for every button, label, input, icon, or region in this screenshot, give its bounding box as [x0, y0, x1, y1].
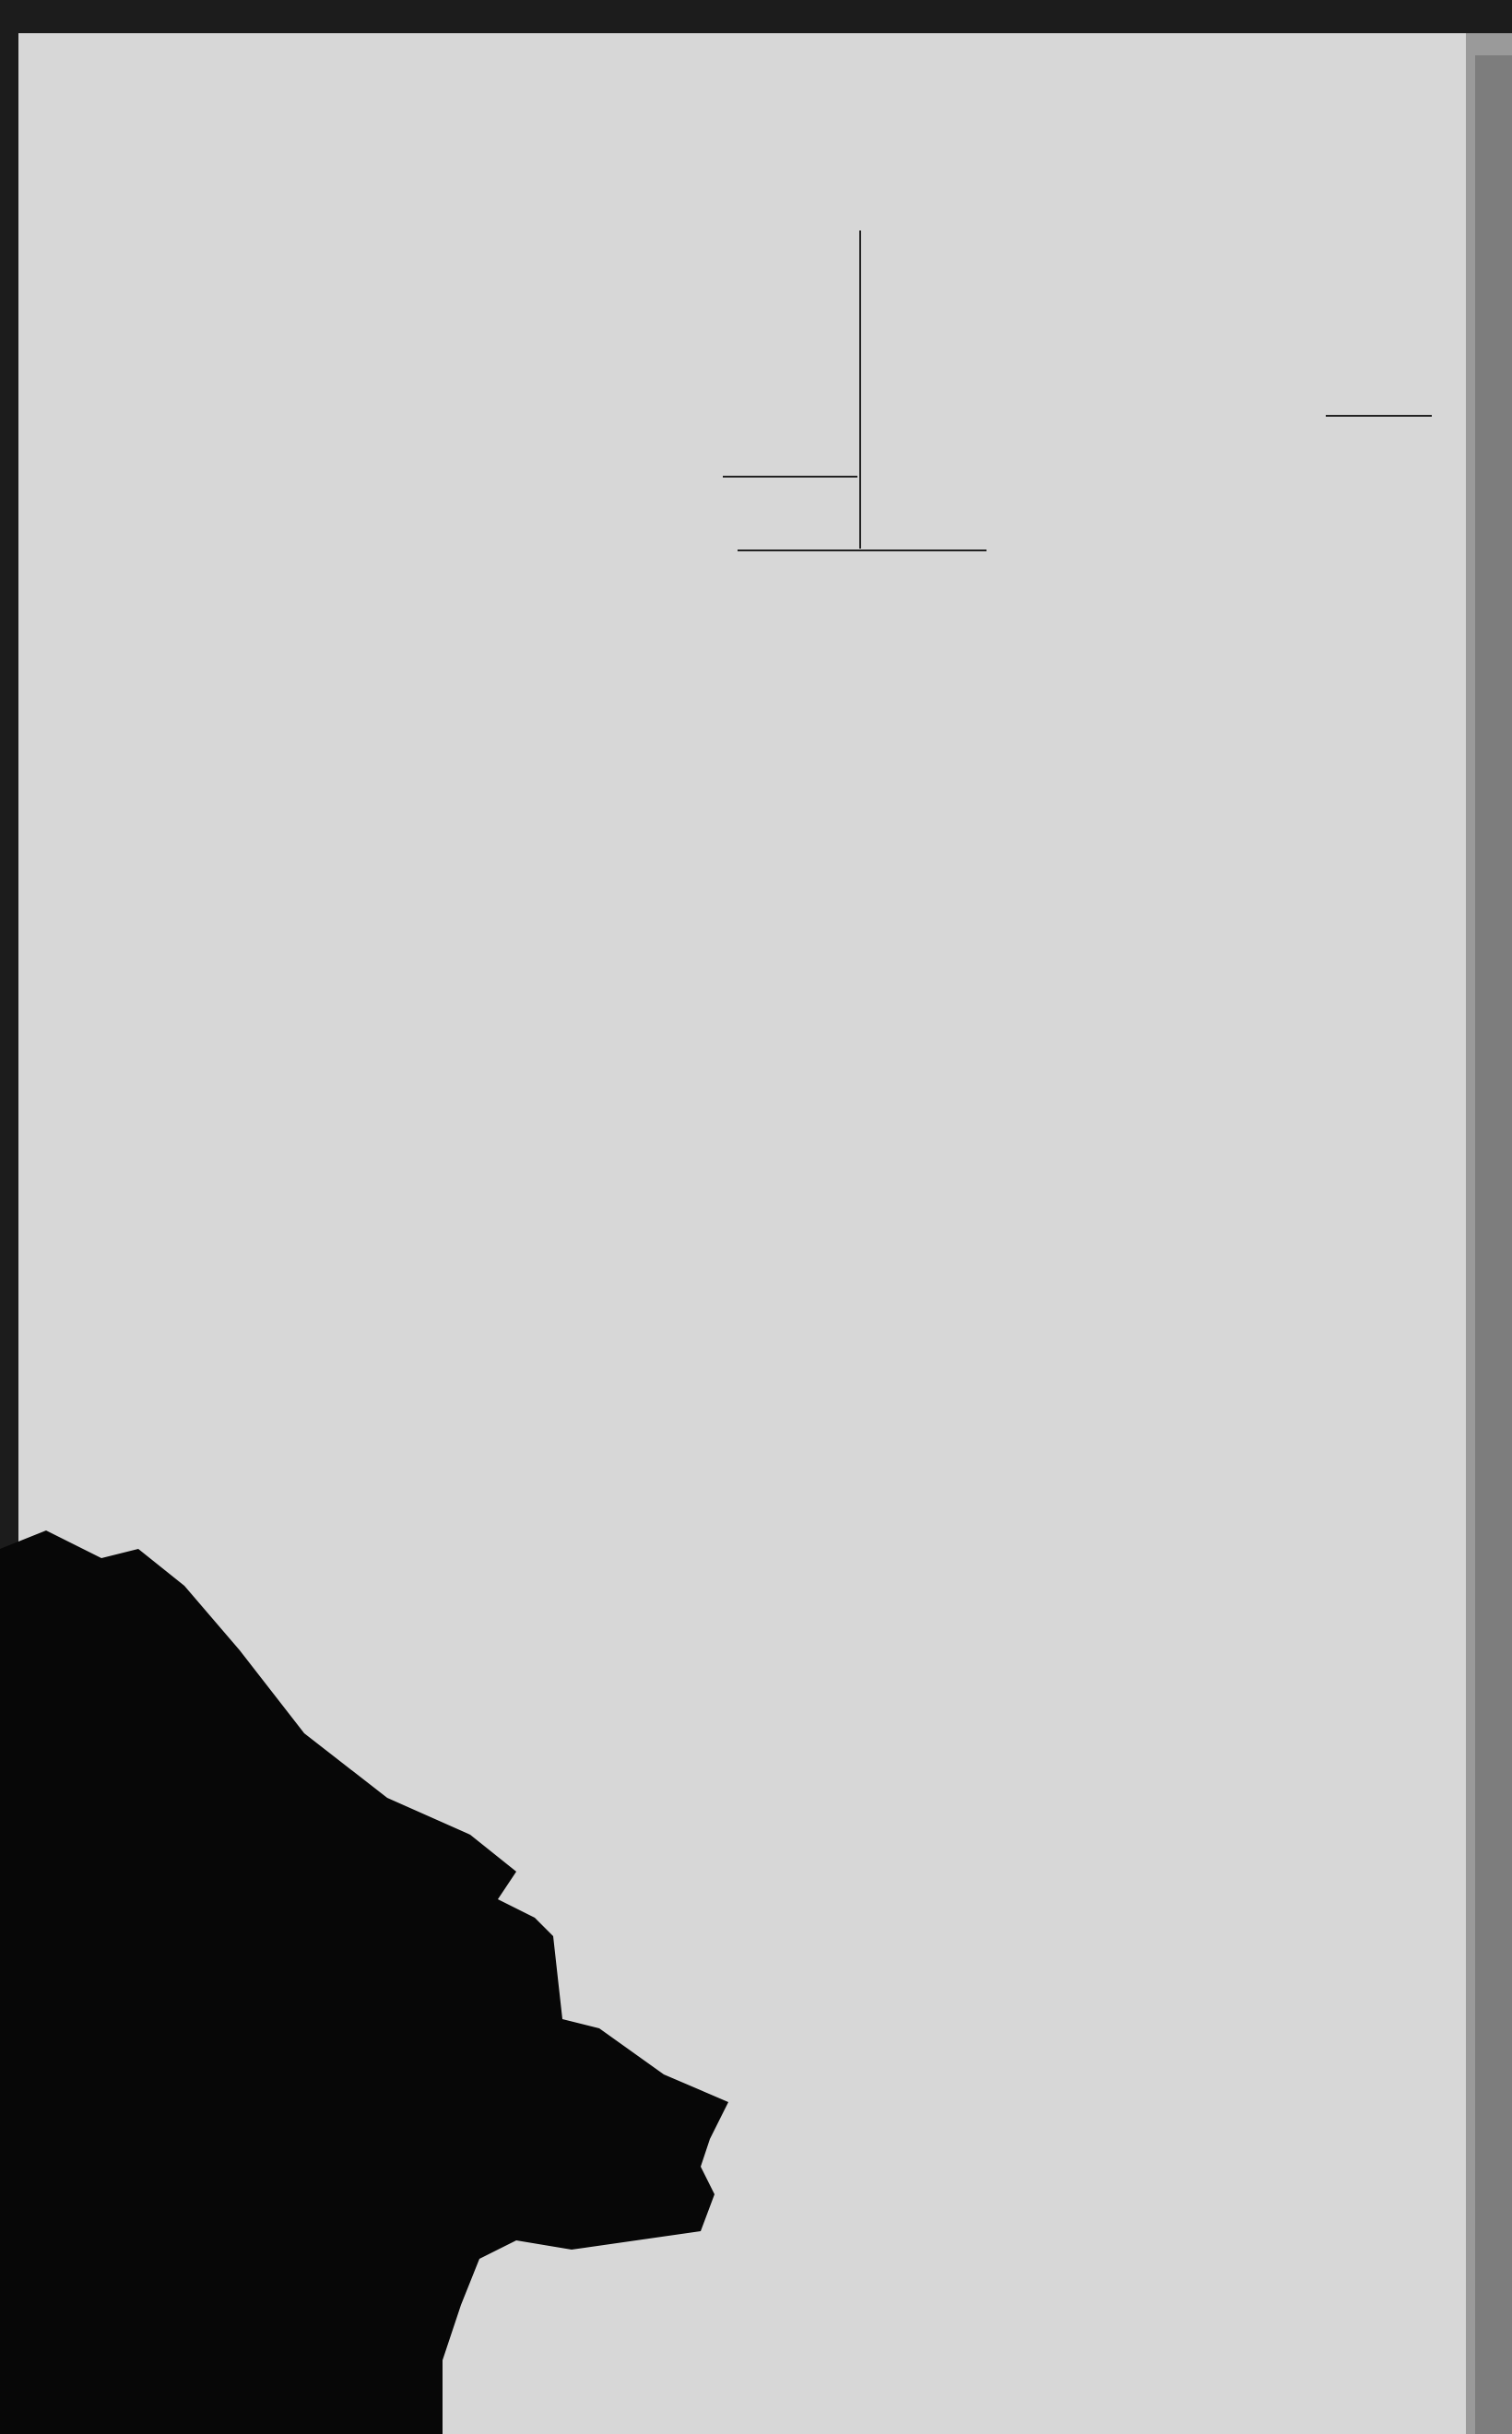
passif-total-rule — [723, 476, 857, 478]
page-edge-shadow — [1475, 55, 1512, 2434]
actif-total-rule — [1326, 415, 1432, 417]
section-rule — [738, 549, 986, 551]
column-divider — [859, 230, 861, 549]
